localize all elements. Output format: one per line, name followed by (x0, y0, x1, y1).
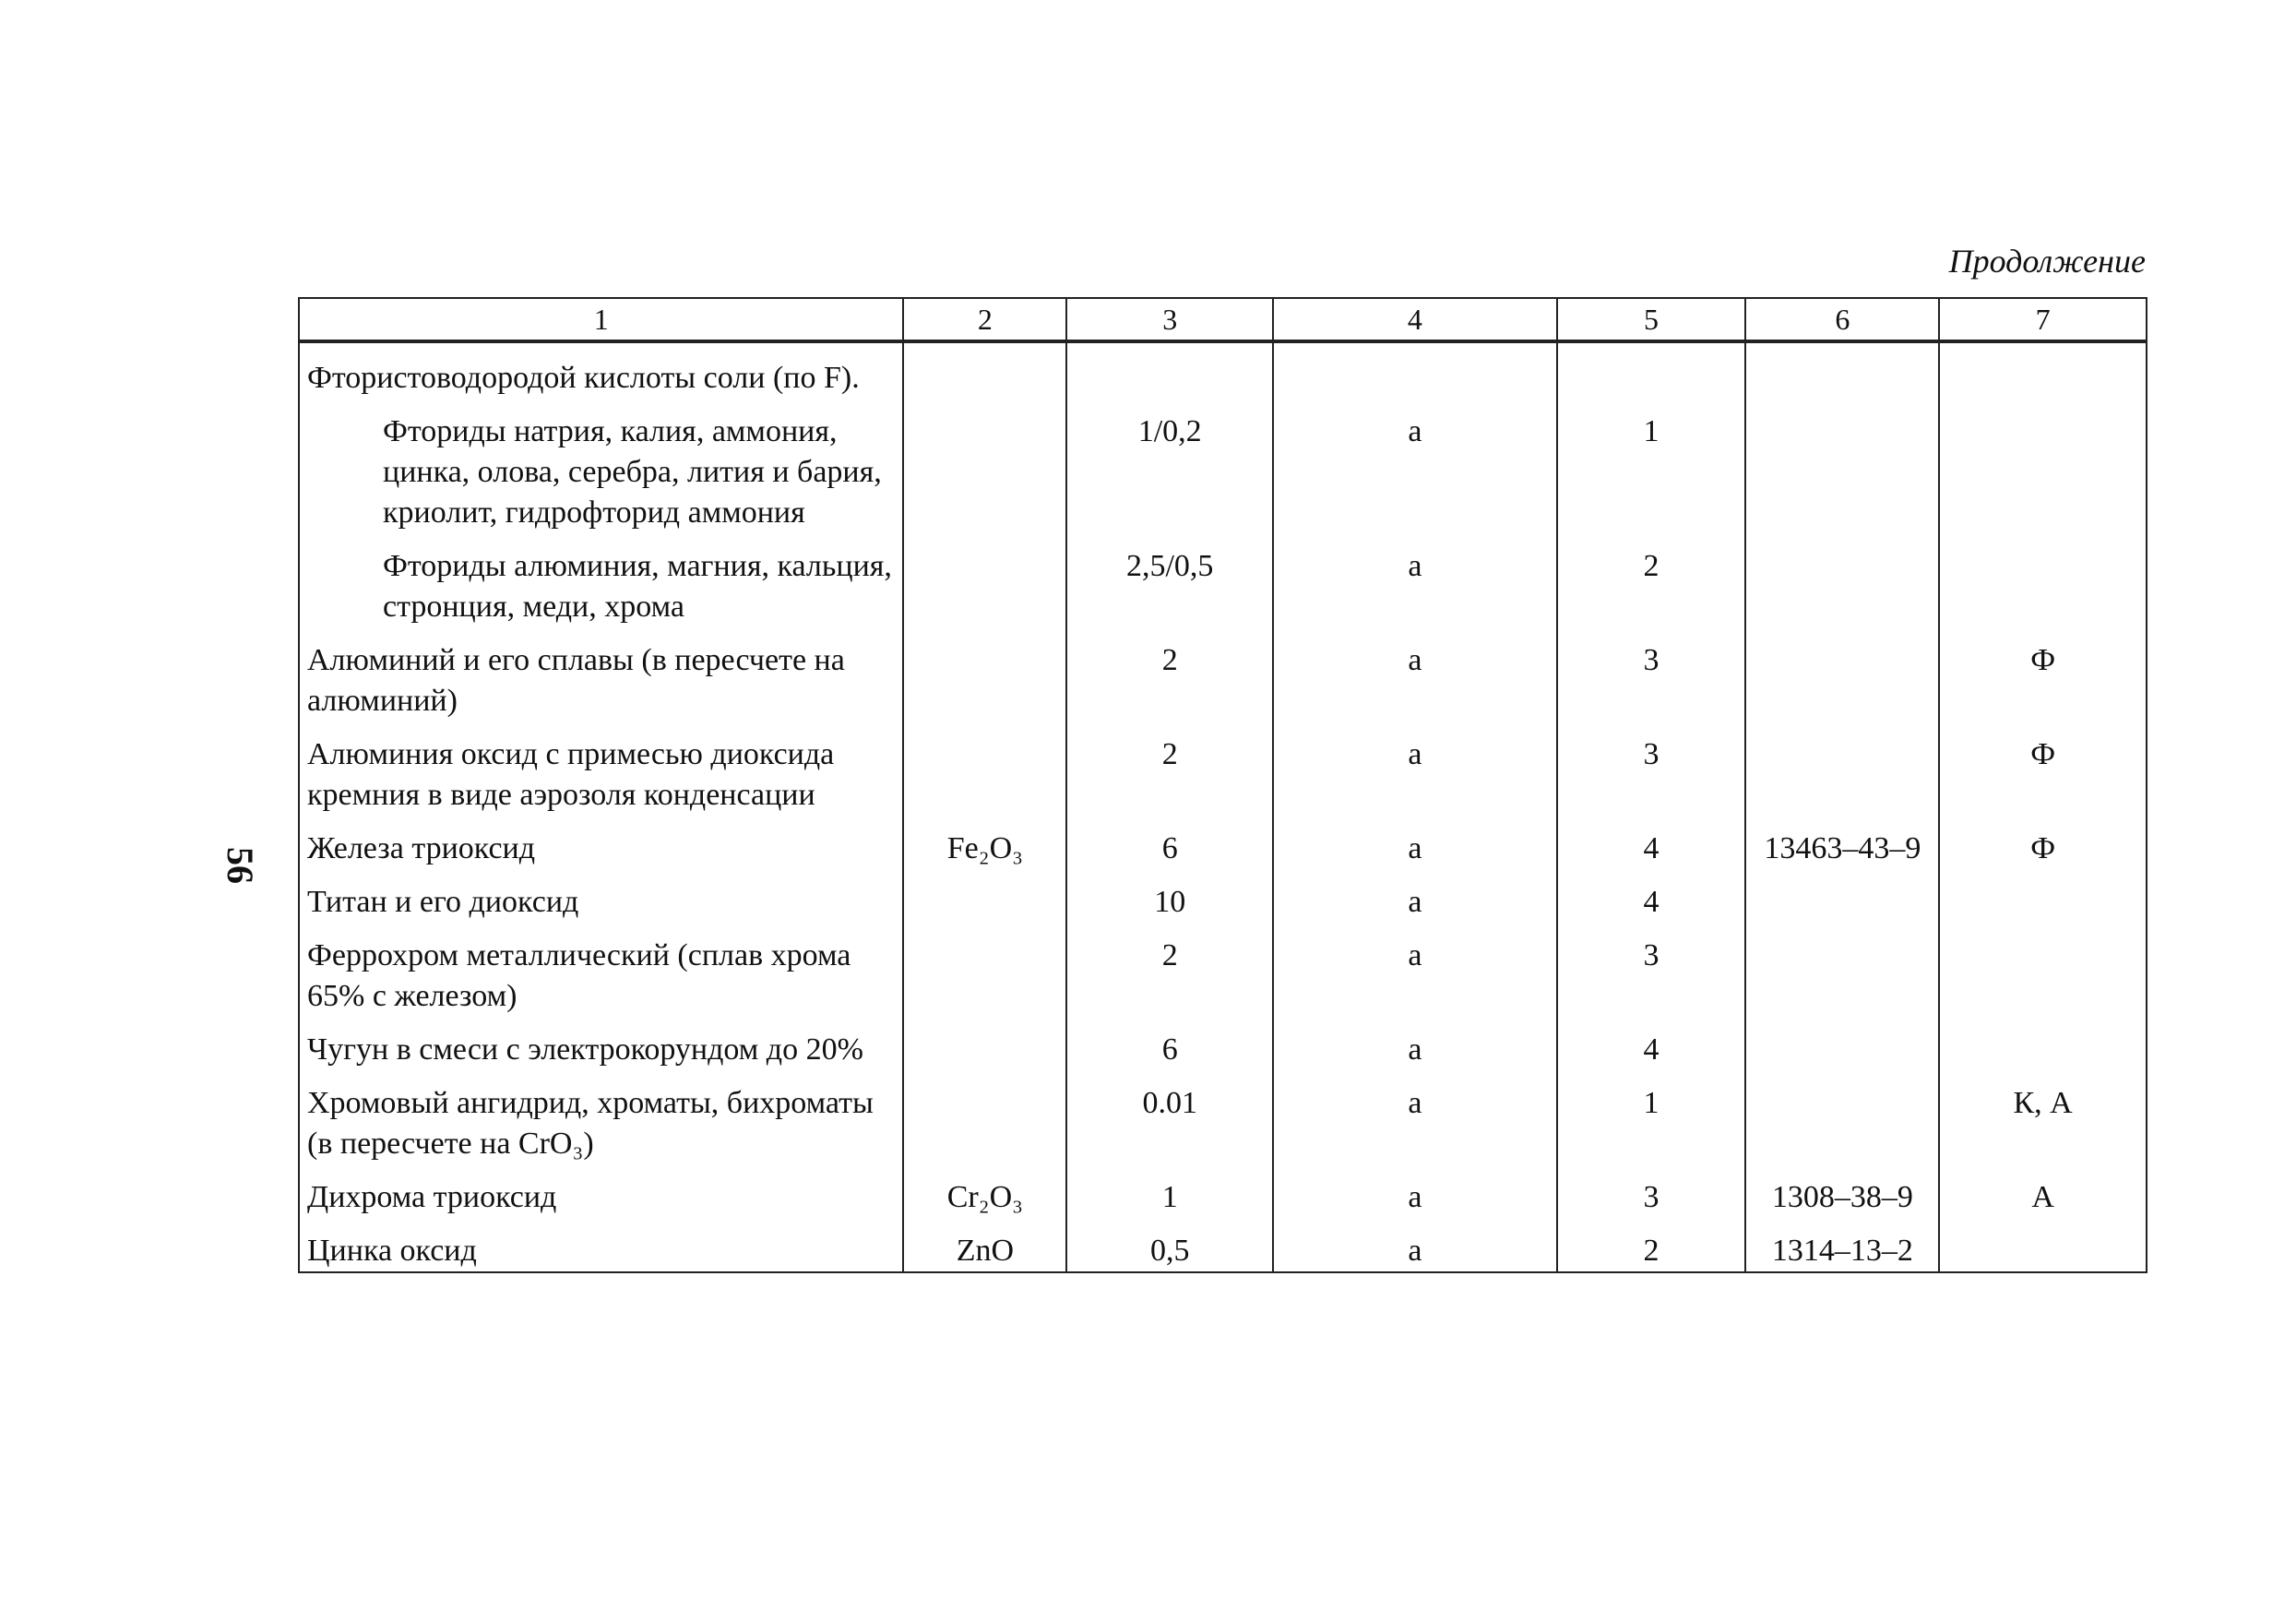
cas-number-cell (1745, 932, 1939, 1026)
hazard-class-cell: 4 (1557, 825, 1746, 878)
substance-name: Хромовый ангидрид, хроматы, бихроматы (в пересчете на CrO₃) (299, 1079, 903, 1174)
note-cell (1939, 408, 2147, 543)
limit-cell: 1/0,2 (1066, 408, 1273, 543)
limit-cell: 2 (1066, 637, 1273, 731)
table-row (299, 341, 2147, 408)
cas-number-cell (1745, 408, 1939, 543)
cas-number-cell (1745, 543, 1939, 637)
state-cell: а (1273, 1026, 1557, 1079)
table-row (299, 408, 2147, 543)
state-cell: а (1273, 543, 1557, 637)
formula-cell: ZnO (903, 1227, 1066, 1272)
table-row (299, 932, 2147, 1026)
note-cell: К, А (1939, 1079, 2147, 1174)
substance-name: Фториды алюминия, магния, кальция, стронция, меди, хрома (299, 543, 903, 637)
hazard-class-cell: 2 (1557, 543, 1746, 637)
hazard-class-cell: 1 (1557, 408, 1746, 543)
note-cell (1939, 341, 2147, 408)
hazard-class-cell: 1 (1557, 1079, 1746, 1174)
column-header: 7 (1939, 298, 2147, 341)
formula-cell (903, 1026, 1066, 1079)
note-cell (1939, 932, 2147, 1026)
column-header: 1 (299, 298, 903, 341)
hazard-class-cell (1557, 341, 1746, 408)
hazard-class-cell: 3 (1557, 932, 1746, 1026)
formula-cell: Cr₂O₃ (903, 1174, 1066, 1227)
limit-cell: 2 (1066, 731, 1273, 825)
hazard-class-cell: 4 (1557, 1026, 1746, 1079)
column-header: 6 (1745, 298, 1939, 341)
cas-number-cell: 13463–43–9 (1745, 825, 1939, 878)
state-cell: а (1273, 825, 1557, 878)
substance-name: Цинка оксид (299, 1227, 903, 1272)
limit-cell: 6 (1066, 825, 1273, 878)
formula-cell (903, 543, 1066, 637)
page-number: 56 (220, 847, 261, 884)
substance-name: Фтористоводородой кислоты соли (по F). (299, 341, 903, 408)
substances-table (298, 297, 2147, 1273)
limit-cell: 0,5 (1066, 1227, 1273, 1272)
formula-cell (903, 341, 1066, 408)
column-header: 2 (903, 298, 1066, 341)
hazard-class-cell: 3 (1557, 1174, 1746, 1227)
table-row (299, 1026, 2147, 1079)
formula-cell (903, 1079, 1066, 1174)
state-cell: а (1273, 1227, 1557, 1272)
continuation-label: Продолжение (1948, 243, 2146, 280)
cas-number-cell: 1308–38–9 (1745, 1174, 1939, 1227)
table-row (299, 543, 2147, 637)
column-header: 4 (1273, 298, 1557, 341)
substance-name: Дихрома триоксид (299, 1174, 903, 1227)
state-cell: а (1273, 878, 1557, 932)
formula-cell (903, 637, 1066, 731)
hazard-class-cell: 4 (1557, 878, 1746, 932)
note-cell (1939, 543, 2147, 637)
note-cell (1939, 1227, 2147, 1272)
limit-cell (1066, 341, 1273, 408)
note-cell: Ф (1939, 731, 2147, 825)
substance-name: Алюминия оксид с примесью диоксида кремния в виде аэрозоля конденсации (299, 731, 903, 825)
column-header: 3 (1066, 298, 1273, 341)
note-cell: А (1939, 1174, 2147, 1227)
formula-cell (903, 408, 1066, 543)
hazard-class-cell: 3 (1557, 731, 1746, 825)
cas-number-cell (1745, 1026, 1939, 1079)
substance-name: Титан и его диоксид (299, 878, 903, 932)
limit-cell: 2,5/0,5 (1066, 543, 1273, 637)
table-row (299, 825, 2147, 878)
note-cell (1939, 1026, 2147, 1079)
table-row (299, 878, 2147, 932)
cas-number-cell (1745, 878, 1939, 932)
cas-number-cell (1745, 637, 1939, 731)
cas-number-cell: 1314–13–2 (1745, 1227, 1939, 1272)
table-row (299, 1174, 2147, 1227)
note-cell (1939, 878, 2147, 932)
formula-cell (903, 932, 1066, 1026)
state-cell: а (1273, 1079, 1557, 1174)
table-row (299, 1079, 2147, 1174)
note-cell: Ф (1939, 637, 2147, 731)
table-row (299, 1227, 2147, 1272)
state-cell: а (1273, 932, 1557, 1026)
hazard-class-cell: 2 (1557, 1227, 1746, 1272)
limit-cell: 0.01 (1066, 1079, 1273, 1174)
cas-number-cell (1745, 1079, 1939, 1174)
substance-name: Железа триоксид (299, 825, 903, 878)
note-cell: Ф (1939, 825, 2147, 878)
substance-name: Чугун в смеси с электрокорундом до 20% (299, 1026, 903, 1079)
state-cell (1273, 341, 1557, 408)
limit-cell: 2 (1066, 932, 1273, 1026)
limit-cell: 10 (1066, 878, 1273, 932)
limit-cell: 1 (1066, 1174, 1273, 1227)
cas-number-cell (1745, 341, 1939, 408)
state-cell: а (1273, 408, 1557, 543)
column-header: 5 (1557, 298, 1746, 341)
table-row (299, 637, 2147, 731)
cas-number-cell (1745, 731, 1939, 825)
substance-name: Фториды натрия, калия, аммония, цинка, олова, серебра, лития и бария, криолит, гидрофторид аммония (299, 408, 903, 543)
formula-cell: Fe₂O₃ (903, 825, 1066, 878)
substance-name: Алюминий и его сплавы (в пересчете на алюминий) (299, 637, 903, 731)
state-cell: а (1273, 637, 1557, 731)
formula-cell (903, 878, 1066, 932)
state-cell: а (1273, 731, 1557, 825)
substance-name: Феррохром металлический (сплав хрома 65% с железом) (299, 932, 903, 1026)
hazard-class-cell: 3 (1557, 637, 1746, 731)
header-row (299, 298, 2147, 341)
state-cell: а (1273, 1174, 1557, 1227)
formula-cell (903, 731, 1066, 825)
limit-cell: 6 (1066, 1026, 1273, 1079)
table-row (299, 731, 2147, 825)
